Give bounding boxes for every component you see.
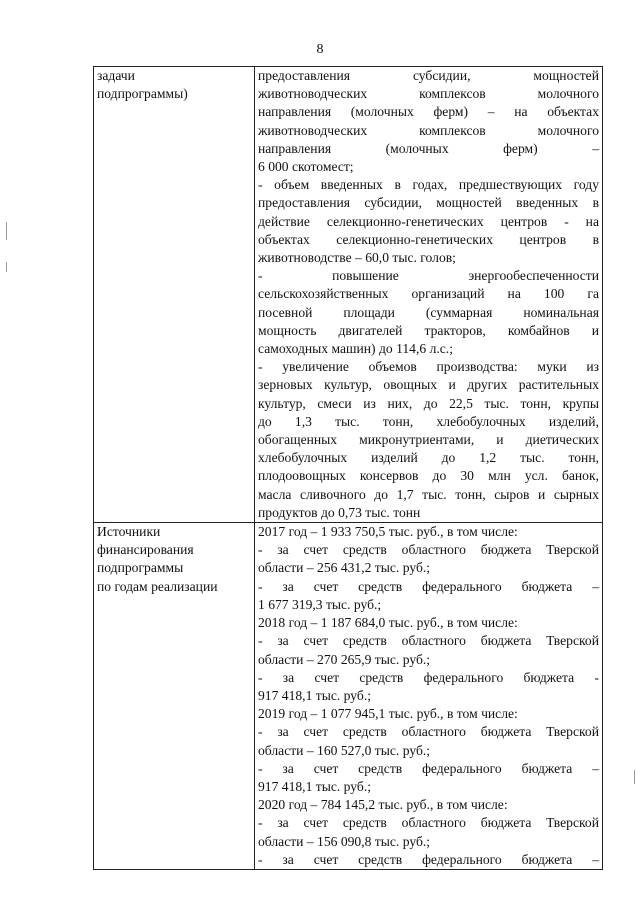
content-line: - за счет средств областного бюджета Тверской: [258, 542, 599, 558]
content-line: 2020 год – 784 145,2 тыс. руб., в том числе:: [258, 797, 508, 813]
content-line: животноводческих комплексов молочного: [258, 86, 599, 102]
content-line: предоставления субсидии, мощностей введенных в: [258, 195, 599, 211]
content-line: зерновых культур, овощных и других растительных: [258, 377, 599, 393]
content-line: - за счет средств федерального бюджета –: [258, 851, 599, 867]
content-line: культур, смеси из них, до 22,5 тыс. тонн, крупы: [258, 395, 599, 411]
label-line: финансирования: [97, 542, 194, 558]
row-label-cell: [94, 523, 255, 870]
content-line: направления (молочных ферм) –: [258, 140, 599, 156]
content-line: 917 418,1 тыс. руб.;: [258, 778, 372, 794]
table-row: [94, 67, 603, 523]
content-line: 917 418,1 тыс. руб.;: [258, 687, 372, 703]
content-line: сельскохозяйственных организаций на 100 га: [258, 286, 599, 302]
label-line: подпрограммы: [97, 560, 184, 576]
page-number: 8: [316, 42, 324, 57]
content-line: действие селекционно-генетических центров - на: [258, 213, 599, 229]
content-line: предоставления субсидии, мощностей: [258, 68, 599, 83]
content-line: масла сливочного до 1,7 тыс. тонн, сыров и сырных: [258, 486, 599, 502]
content-line: области – 156 090,8 тыс. руб.;: [258, 833, 431, 849]
content-line: мощность двигателей тракторов, комбайнов и: [258, 322, 599, 338]
margin-mark-left: [6, 222, 7, 240]
content-line: - повышение энергообеспеченности: [258, 268, 599, 284]
program-passport-table: [93, 66, 603, 870]
content-line: области – 256 431,2 тыс. руб.;: [258, 560, 431, 576]
margin-mark-right: [634, 770, 635, 784]
row-label-cell: [94, 67, 255, 523]
content-line: - за счет средств федерального бюджета -: [258, 669, 599, 685]
label-line: подпрограммы): [97, 86, 188, 102]
content-line: - за счет средств федерального бюджета –: [258, 760, 599, 776]
content-line: обогащенных микронутриентами, и диетических: [258, 432, 599, 448]
content-line: области – 160 527,0 тыс. руб.;: [258, 742, 431, 758]
content-line: 1 677 319,3 тыс. руб.;: [258, 596, 382, 612]
content-line: животноводстве – 60,0 тыс. голов;: [258, 250, 456, 266]
label-line: по годам реализации: [97, 578, 218, 594]
table-body: [94, 67, 603, 870]
content-line: хлебобулочных изделий до 1,2 тыс. тонн,: [258, 450, 599, 466]
table-row: [94, 523, 603, 870]
content-line: - за счет средств федерального бюджета –: [258, 578, 599, 594]
content-line: 2017 год – 1 933 750,5 тыс. руб., в том числе:: [258, 524, 518, 540]
content-line: - увеличение объемов производства: муки из: [258, 359, 599, 375]
margin-mark-left-2: [6, 262, 7, 272]
label-line: задачи: [97, 68, 135, 83]
content-line: 2019 год – 1 077 945,1 тыс. руб., в том числе:: [258, 706, 518, 722]
row-content-cell: [255, 523, 603, 870]
row-content-cell: [255, 67, 603, 523]
content-line: - за счет средств областного бюджета Тверской: [258, 815, 599, 831]
content-line: продуктов до 0,73 тыс. тонн: [258, 504, 421, 520]
content-line: плодоовощных консервов до 30 млн усл. банок,: [258, 468, 599, 484]
content-line: самоходных машин) до 114,6 л.с.;: [258, 341, 453, 357]
content-line: до 1,3 тыс. тонн, хлебобулочных изделий,: [258, 413, 599, 429]
content-line: посевной площади (суммарная номинальная: [258, 304, 599, 320]
content-line: 6 000 скотомест;: [258, 159, 354, 175]
content-line: животноводческих комплексов молочного: [258, 122, 599, 138]
label-line: Источники: [97, 524, 161, 540]
content-line: направления (молочных ферм) – на объектах: [258, 104, 599, 120]
content-line: объектах селекционно-генетических центров в: [258, 231, 599, 247]
content-line: - объем введенных в годах, предшествующих году: [258, 177, 599, 193]
content-line: 2018 год – 1 187 684,0 тыс. руб., в том числе:: [258, 615, 518, 631]
content-line: - за счет средств областного бюджета Тверской: [258, 633, 599, 649]
content-line: области – 270 265,9 тыс. руб.;: [258, 651, 431, 667]
content-line: - за счет средств областного бюджета Тверской: [258, 724, 599, 740]
